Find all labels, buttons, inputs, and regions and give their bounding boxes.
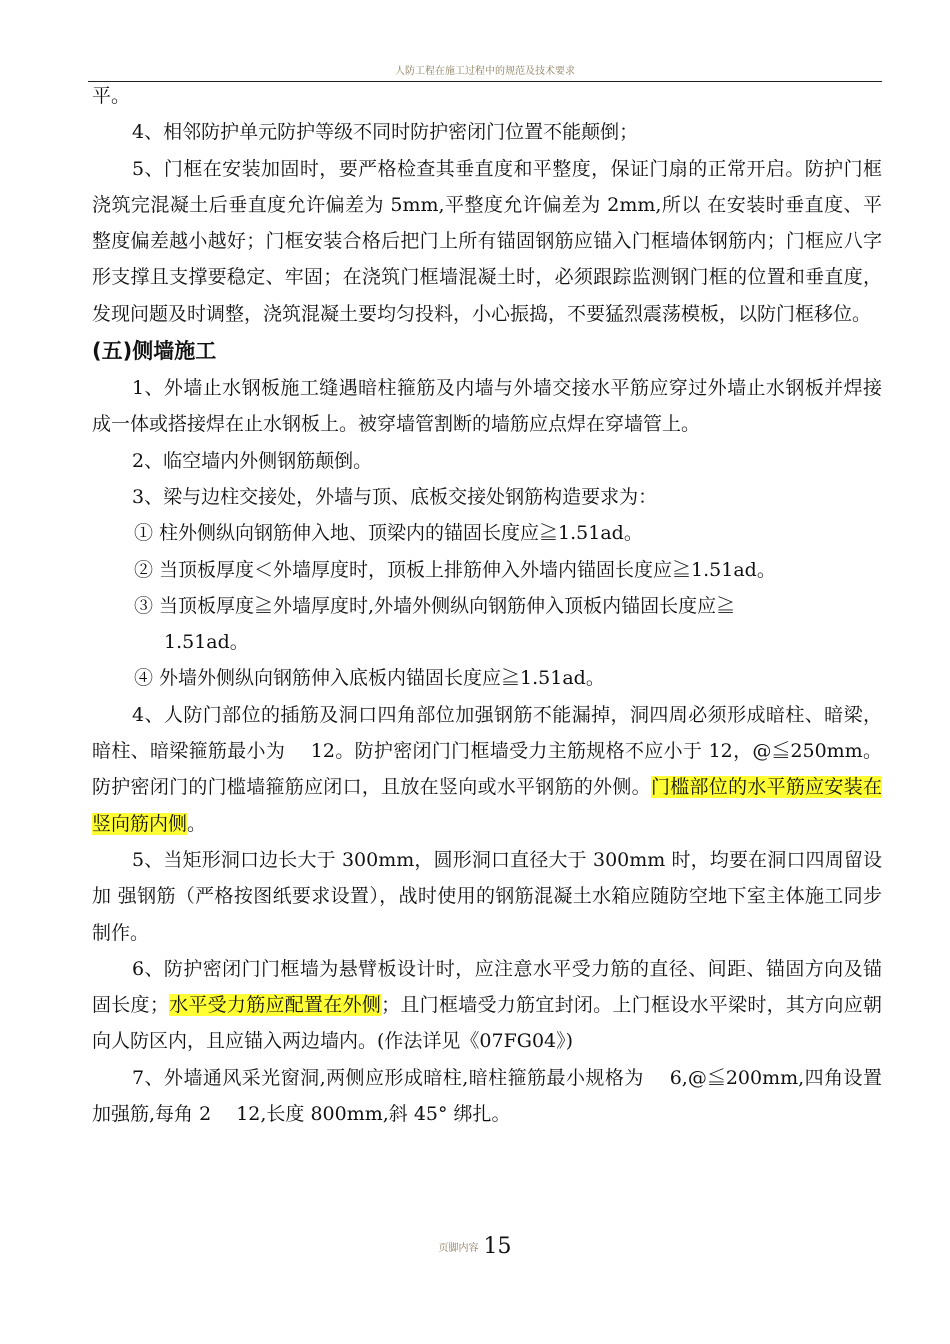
section-item-2: 2、临空墙内外侧钢筋颠倒。 xyxy=(132,449,373,472)
sub-item-4: ④ 外墙外侧纵向钢筋伸入底板内锚固长度应≧1.51ad。 xyxy=(134,667,605,690)
page-number: 15 xyxy=(483,1234,512,1259)
section-item-4-end: 。 xyxy=(187,812,207,835)
paragraph-item-4: 4、相邻防护单元防护等级不同时防护密闭门位置不能颠倒； xyxy=(132,121,639,144)
document-body xyxy=(92,78,882,1132)
section-item-1: 1、外墙止水钢板施工缝遇暗柱箍筋及内墙与外墙交接水平筋应穿过外墙止水钢板并焊接成一体或搭接焊在止水钢板上。被穿墙管割断的墙筋应点焊在穿墙管上。 xyxy=(92,377,882,436)
section-item-6-end: ；且门框墙受力筋宜封闭。上门框设水平梁时，其方向应朝向人防区内，且应锚入两边墙内。(作法详见《07FG04》) xyxy=(92,994,882,1053)
sub-item-3: ③ 当顶板厚度≧外墙厚度时,外墙外侧纵向钢筋伸入顶板内锚固长度应≧ xyxy=(134,594,736,617)
paragraph-item-5: 5、门框在安装加固时，要严格检查其垂直度和平整度，保证门扇的正常开启。防护门框浇筑完混凝土后垂直度允许偏差为 5mm,平整度允许偏差为 2mm,所以 在安装时垂直度、平整度偏差越小越好；门框安装合格后把门上所有锚固钢筋应锚入门框墙体钢筋内；门框应八字形支撑且支撑要稳定、牢固；在浇筑门框墙混凝土时，必须跟踪监测钢门框的位置和垂直度，发现问题及时调整，浇筑混凝土要均匀投料，小心振捣，不要猛烈震荡模板，以防门框移位。 xyxy=(92,157,882,325)
highlighted-text: 水平受力筋应配置在外侧 xyxy=(168,994,382,1017)
sub-item-1: ① 柱外侧纵向钢筋伸入地、顶梁内的锚固长度应≧1.51ad。 xyxy=(134,522,643,545)
sub-item-3-continuation: 1.51ad。 xyxy=(164,631,249,654)
section-item-7: 7、外墙通风采光窗洞,两侧应形成暗柱,暗柱箍筋最小规格为 6,@≦200mm,四角设置加强筋,每角 2 12,长度 800mm,斜 45° 绑扎。 xyxy=(92,1066,882,1126)
highlighted-text: 门槛部位的水平筋应安装在竖向筋内侧 xyxy=(92,776,882,835)
section-item-4-text: 4、人防门部位的插筋及洞口四角部位加强钢筋不能漏掉，洞四周必须形成暗柱、暗梁，暗柱、暗梁箍筋最小为 12。防护密闭门门框墙受力主筋规格不应小于 12，@≦250mm。防护密闭门的门槛墙箍筋应闭口，且放在竖向或水平钢筋的外侧。 xyxy=(92,703,882,799)
sub-item-2: ② 当顶板厚度＜外墙厚度时，顶板上排筋伸入外墙内锚固长度应≧1.51ad。 xyxy=(134,558,776,581)
section-item-4 xyxy=(92,697,882,842)
section-item-6 xyxy=(92,951,882,1060)
page-footer xyxy=(0,1234,950,1259)
paragraph-continuation: 平。 xyxy=(92,85,131,107)
section-item-6-text: 6、防护密闭门门框墙为悬臂板设计时，应注意水平受力筋的直径、间距、锚固方向及锚固长度； xyxy=(92,957,882,1017)
section-heading: (五)侧墙施工 xyxy=(92,339,217,364)
footer-label: 页脚内容 xyxy=(438,1243,479,1254)
section-item-3: 3、梁与边柱交接处，外墙与顶、底板交接处钢筋构造要求为： xyxy=(132,485,658,508)
section-item-5: 5、当矩形洞口边长大于 300mm，圆形洞口直径大于 300mm 时，均要在洞口四周留设加 强钢筋（严格按图纸要求设置），战时使用的钢筋混凝土水箱应随防空地下室主体施工同步制作。 xyxy=(92,848,882,944)
page-header: 人防工程在施工过程中的规范及技术要求 xyxy=(88,66,882,82)
